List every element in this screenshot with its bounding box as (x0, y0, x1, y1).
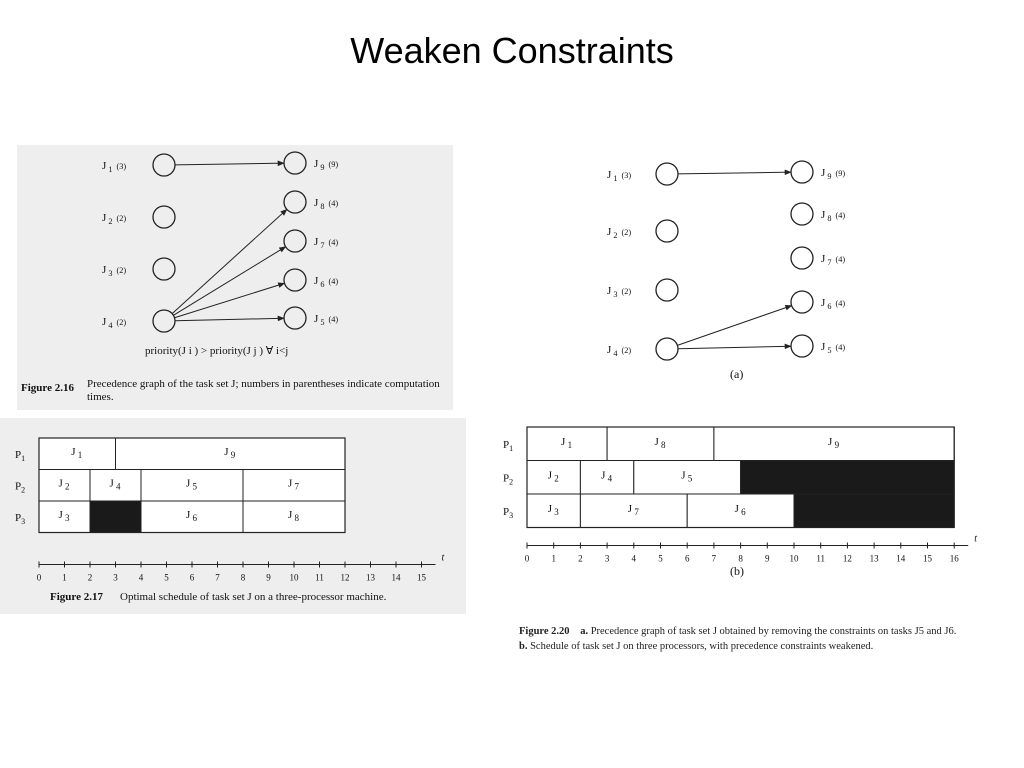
axis-tick-label: 10 (789, 553, 799, 564)
node-j4 (153, 310, 175, 332)
edge-j1-j9 (175, 163, 284, 165)
node-label-j6: J $_6$ $^{(4)}$ (314, 275, 339, 289)
axis-tick-label: 8 (738, 553, 743, 564)
edge-j4-j5 (175, 318, 284, 320)
node-j8 (284, 191, 306, 213)
figure-2-20-caption (519, 624, 964, 654)
precedence-graph-2-16 (17, 145, 453, 410)
edge-j4-j7 (173, 247, 285, 316)
node-label-j9: J $_9$ $^{(9)}$ (314, 158, 339, 172)
slide-title: Weaken Constraints (350, 30, 674, 71)
node-j8 (791, 203, 813, 225)
task-label-j6: J $_6$ (734, 502, 746, 517)
caption-text-2-17: Optimal schedule of task set J on a three-processor machine. (120, 591, 387, 603)
processor-label-p2: $P_2$ (503, 472, 514, 487)
axis-tick-label: 7 (215, 572, 220, 583)
task-label-j8: J $_8$ (288, 508, 300, 523)
node-label-j5: J $_5$ $^{(4)}$ (314, 313, 339, 327)
axis-tick-label: 4 (631, 553, 637, 564)
node-j9 (284, 152, 306, 174)
edge-j4-j8 (172, 209, 287, 313)
axis-tick-label: 16 (949, 553, 959, 564)
caption-a-marker: a. (580, 626, 589, 637)
node-j1 (153, 154, 175, 176)
priority-rule: priority(J i ) > priority(J j ) ∀ i<j (145, 345, 289, 357)
node-label-j3: J $_3$ $^{(2)}$ (607, 285, 632, 299)
axis-tick-label: 7 (711, 553, 717, 564)
node-label-j4: J $_4$ $^{(2)}$ (102, 316, 127, 330)
node-j5 (791, 335, 813, 357)
axis-tick-label: 5 (164, 572, 169, 583)
task-label-j3: J $_3$ (58, 508, 70, 523)
processor-label-p3: $P_3$ (15, 511, 26, 526)
axis-tick-label: 11 (816, 553, 826, 564)
processor-label-p1: $P_1$ (15, 448, 26, 463)
caption-label-2-17: Figure 2.17 (50, 591, 103, 603)
sublabel-b: (b) (730, 564, 744, 578)
node-j2 (153, 206, 175, 228)
task-label-j6: J $_6$ (186, 508, 198, 523)
task-label-j9: J $_9$ (828, 435, 840, 450)
task-label-j7: J $_7$ (288, 477, 300, 492)
node-j9 (791, 161, 813, 183)
axis-tick-label: 1 (551, 553, 556, 564)
figure-2-20b-panel (498, 420, 982, 585)
figure-2-17-panel (0, 418, 466, 614)
node-label-j5: J $_5$ $^{(4)}$ (821, 341, 846, 355)
axis-tick-label: 9 (765, 553, 770, 564)
idle-block (90, 501, 141, 533)
axis-tick-label: 11 (315, 572, 324, 583)
axis-tick-label: 13 (869, 553, 879, 564)
axis-tick-label: 12 (842, 553, 852, 564)
task-label-j9: J $_9$ (224, 445, 236, 460)
processor-label-p1: $P_1$ (503, 438, 514, 453)
node-label-j1: J $_1$ $^{(3)}$ (102, 160, 127, 174)
idle-block (741, 461, 955, 495)
caption-label-2-16: Figure 2.16 (21, 382, 74, 394)
node-label-j2: J $_2$ $^{(2)}$ (607, 226, 632, 240)
node-j7 (791, 247, 813, 269)
task-label-j4: J $_4$ (109, 477, 121, 492)
axis-tick-label: 5 (658, 553, 663, 564)
edge-j4-j5 (678, 346, 791, 349)
precedence-graph-2-20a (596, 150, 886, 390)
node-label-j8: J $_8$ $^{(4)}$ (821, 209, 846, 223)
task-label-j2: J $_2$ (58, 477, 70, 492)
axis-tick-label: 2 (87, 572, 93, 583)
schedule-2-17 (0, 418, 466, 614)
processor-label-p2: $P_2$ (15, 480, 26, 495)
node-j5 (284, 307, 306, 329)
node-label-j1: J $_1$ $^{(3)}$ (607, 169, 632, 183)
axis-tick-label: 14 (896, 553, 906, 564)
axis-label-t: t (974, 533, 977, 545)
caption-label-2-20: Figure 2.20 (519, 626, 570, 637)
node-label-j7: J $_7$ $^{(4)}$ (314, 236, 339, 250)
node-label-j7: J $_7$ $^{(4)}$ (821, 253, 846, 267)
node-j3 (153, 258, 175, 280)
axis-tick-label: 2 (578, 553, 583, 564)
axis-tick-label: 10 (289, 572, 299, 583)
caption-b-marker: b. (519, 641, 528, 652)
axis-tick-label: 4 (138, 572, 144, 583)
node-label-j6: J $_6$ $^{(4)}$ (821, 297, 846, 311)
node-j6 (284, 269, 306, 291)
task-label-j1: J $_1$ (71, 445, 83, 460)
axis-tick-label: 1 (62, 572, 67, 583)
axis-tick-label: 6 (189, 572, 195, 583)
node-j6 (791, 291, 813, 313)
idle-block (794, 494, 954, 528)
task-label-j3: J $_3$ (547, 502, 559, 517)
figure-2-16-panel (17, 145, 453, 410)
task-label-j5: J $_5$ (186, 477, 198, 492)
axis-tick-label: 0 (524, 553, 530, 564)
node-j3 (656, 279, 678, 301)
axis-tick-label: 15 (417, 572, 426, 583)
axis-label-t: t (441, 552, 445, 564)
figure-2-20a-panel (596, 150, 886, 390)
edge-j4-j6 (174, 283, 284, 317)
axis-tick-label: 0 (36, 572, 42, 583)
node-j7 (284, 230, 306, 252)
axis-tick-label: 9 (266, 572, 271, 583)
axis-tick-label: 3 (604, 553, 610, 564)
node-label-j9: J $_9$ $^{(9)}$ (821, 167, 846, 181)
node-j2 (656, 220, 678, 242)
sublabel-a: (a) (730, 367, 744, 381)
task-label-j4: J $_4$ (601, 469, 613, 484)
task-label-j7: J $_7$ (627, 502, 639, 517)
node-j1 (656, 163, 678, 185)
caption-text-2-16: Precedence graph of the task set J; numbers in parentheses indicate computation times. (87, 378, 440, 403)
node-label-j3: J $_3$ $^{(2)}$ (102, 264, 127, 278)
schedule-2-20b (498, 420, 982, 585)
node-label-j4: J $_4$ $^{(2)}$ (607, 344, 632, 358)
axis-tick-label: 8 (240, 572, 246, 583)
task-label-j1: J $_1$ (561, 435, 573, 450)
caption-a-text: Precedence graph of task set J obtained by removing the constraints on tasks J5 and J6. (590, 626, 957, 637)
node-label-j8: J $_8$ $^{(4)}$ (314, 197, 339, 211)
axis-tick-label: 6 (684, 553, 690, 564)
axis-tick-label: 3 (113, 572, 118, 583)
axis-tick-label: 13 (366, 572, 375, 583)
task-label-j2: J $_2$ (547, 469, 559, 484)
task-label-j8: J $_8$ (654, 435, 666, 450)
node-j4 (656, 338, 678, 360)
axis-tick-label: 14 (391, 572, 401, 583)
edge-j4-j6 (677, 306, 791, 346)
axis-tick-label: 15 (923, 553, 932, 564)
edge-j1-j9 (678, 172, 791, 174)
caption-b-text: Schedule of task set J on three processors, with precedence constraints weakened. (530, 641, 874, 652)
task-label-j5: J $_5$ (681, 469, 693, 484)
axis-tick-label: 12 (340, 572, 350, 583)
node-label-j2: J $_2$ $^{(2)}$ (102, 212, 127, 226)
processor-label-p3: $P_3$ (503, 505, 514, 520)
